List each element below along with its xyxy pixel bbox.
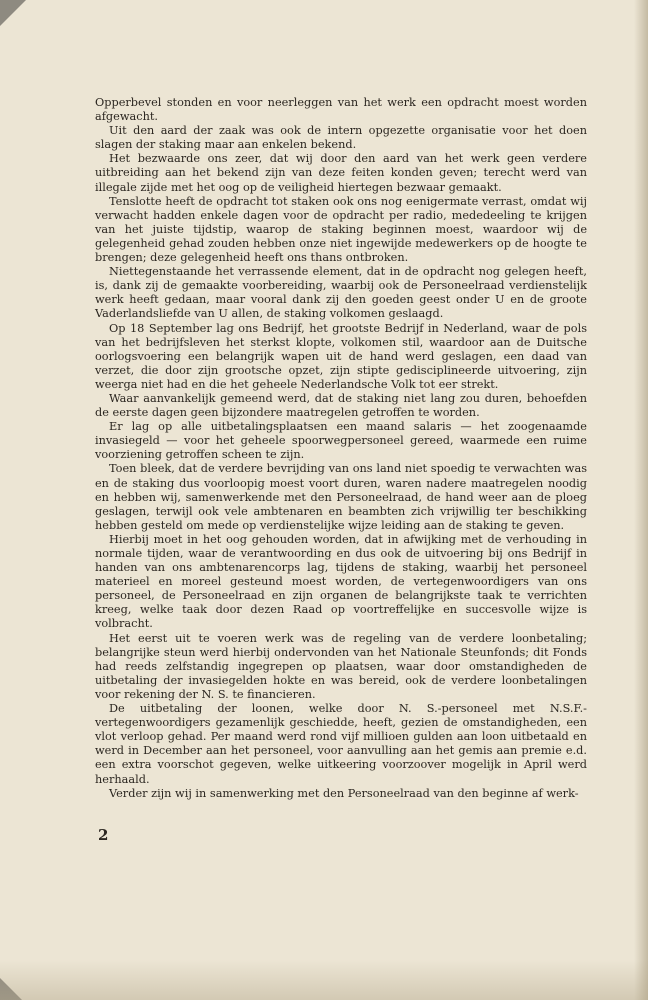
paragraph: Verder zijn wij in samenwerking met den Personeelraad van den beginne af werk- bbox=[109, 786, 579, 800]
paragraph: Waar aanvankelijk gemeend werd, dat de staking niet lang zou duren, behoefden de eerste dagen geen bijzondere maatregelen getroffen te worden. bbox=[95, 391, 587, 420]
paragraph: Hierbij moet in het oog gehouden worden, dat in afwijking met de verhouding in normale tijden, waar de verantwoording en dus ook de uitvoering bij ons Bedrijf in handen van ons ambtenarencorps lag, tijdens de staking, waarbij het personeel materieel en moreel gesteund moest worden, de vertegenwoordigers van ons personeel, de Personeelraad en zijn organen de belangrijkste taak te verrichten kreeg, welke taak door dezen Raad op voortreffelijke en succesvolle wijze is volbracht. bbox=[95, 532, 587, 631]
page-number: 2 bbox=[98, 826, 109, 844]
paragraph: Uit den aard der zaak was ook de intern opgezette organisatie voor het doen slagen der staking maar aan enkelen bekend. bbox=[95, 124, 587, 152]
paragraph: Niettegenstaande het verrassende element, dat in de opdracht nog gelegen heeft, is, dank zij de gemaakte voorbereiding, waarbij ook de Personeelraad verdienstelijk werk heeft gedaan, maar vooral dank zij den goeden geest onder U en de groote Vaderlandsliefde van U allen, de staking volkomen geslaagd. bbox=[95, 265, 587, 321]
page-bottom-shadow bbox=[0, 960, 648, 1000]
paragraph: Tenslotte heeft de opdracht tot staken ook ons nog eenigermate verrast, omdat wij verwacht hadden enkele dagen voor de opdracht per radio, mededeeling te krijgen van het juiste tijdstip, waarop de staking beginnen moest, waardoor wij de gelegenheid gehad zouden hebben onze niet ingewijde medewerkers op de hoogte te brengen; deze gelegenheid heeft ons thans ontbroken. bbox=[95, 194, 587, 265]
paragraph: Het bezwaarde ons zeer, dat wij door den aard van het werk geen verdere uitbreiding aan het bekend zijn van deze feiten konden geven; terecht werd van illegale zijde met het oog op de veiligheid hiertegen bezwaar gemaakt. bbox=[95, 152, 587, 194]
paragraph: Op 18 September lag ons Bedrijf, het grootste Bedrijf in Nederland, waar de pols van het bedrijfsleven het sterkst klopte, volkomen stil, waardoor aan de Duitsche oorlogsvoering een belangrijk wapen uit de hand werd geslagen, een daad van verzet, die door zijn grootsche opzet, zijn stipte gedisciplineerde uitvoering, zijn weerga niet had en die het geheele Nederlandsche Volk tot eer strekt. bbox=[95, 321, 587, 391]
body-text bbox=[95, 96, 587, 801]
paragraph: Opperbevel stonden en voor neerleggen van het werk een opdracht moest worden afgewacht. bbox=[95, 96, 587, 124]
paragraph: Er lag op alle uitbetalingsplaatsen een maand salaris — het zoogenaamde invasiegeld — voor het geheele spoorwegpersoneel gereed, waarmede een ruime voorziening getroffen scheen te zijn. bbox=[95, 420, 587, 462]
paragraph: De uitbetaling der loonen, welke door N. S.-personeel met N.S.F.-vertegenwoordigers gezamenlijk geschiedde, heeft, gezien de omstandigheden, een vlot verloop gehad. Per maand werd rond vijf millioen gulden aan loon uitbetaald en werd in December aan het personeel, voor aanvulling aan het gemis aan premie e.d. een extra voorschot gegeven, welke uitkeering voorzoover mogelijk in April werd herhaald. bbox=[95, 702, 587, 786]
page-corner-shadow bbox=[0, 0, 26, 26]
paragraph: Toen bleek, dat de verdere bevrijding van ons land niet spoedig te verwachten was en de staking dus voorloopig moest voort duren, waren nadere maatregelen noodig en hebben wij, samenwerkende met den Personeelraad, de hand weer aan de ploeg geslagen, terwijl ook vele ambtenaren en beambten zich vrijwillig ter beschikking hebben gesteld om mede op verdienstelijke wijze leiding aan de staking te geven. bbox=[95, 462, 587, 532]
page-edge-shadow bbox=[634, 0, 648, 1000]
paragraph: Het eerst uit te voeren werk was de regeling van de verdere loonbetaling; belangrijke steun werd hierbij ondervonden van het Nationale Steunfonds; dit Fonds had reeds zelfstandig ingegrepen op plaatsen, waar door omstandigheden de uitbetaling der invasiegelden hokte en was bereid, ook de verdere loonbetalingen voor rekening der N. S. te financieren. bbox=[95, 631, 587, 701]
